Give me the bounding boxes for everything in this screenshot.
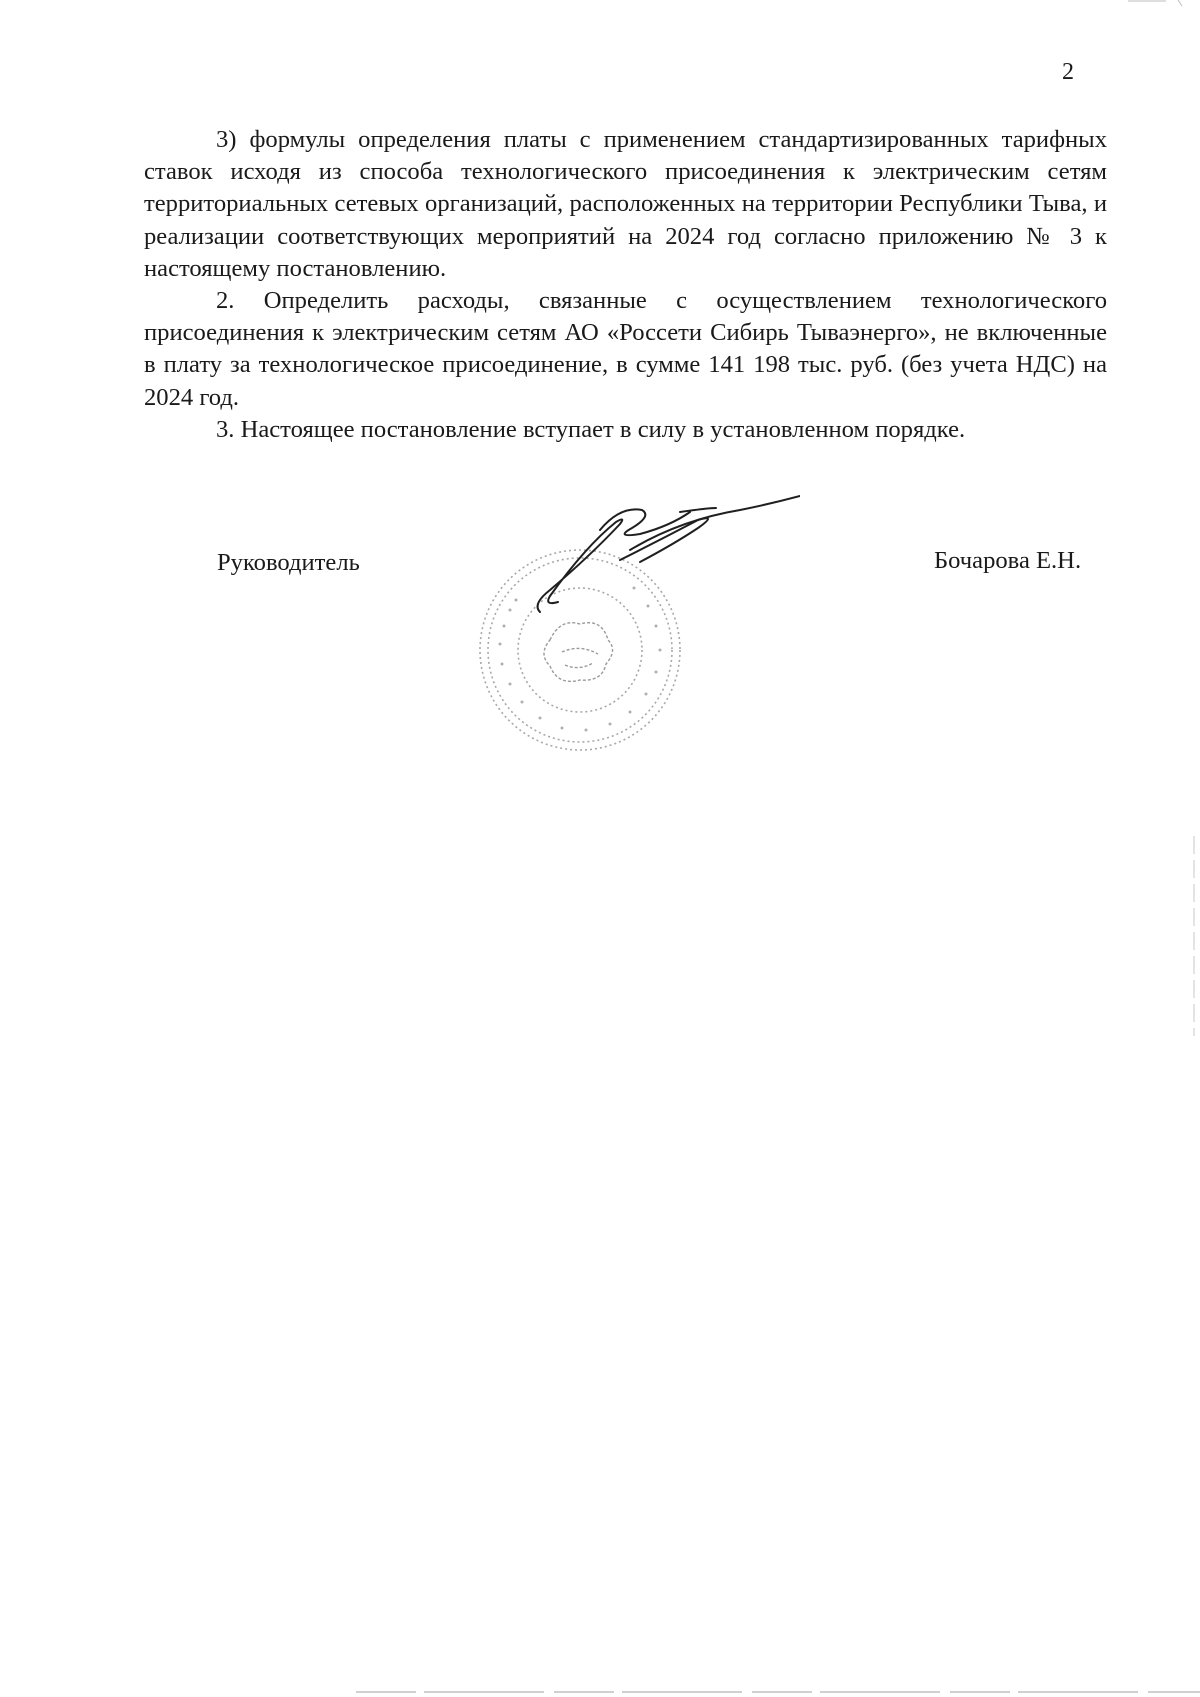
scan-edge-artifact — [1193, 836, 1195, 1036]
signatory-role: Руководитель — [217, 549, 360, 576]
page-number: 2 — [1062, 59, 1074, 85]
signatory-name: Бочарова Е.Н. — [934, 547, 1082, 574]
handwritten-signature — [520, 490, 800, 630]
paragraph-item-3-formulas: 3) формулы определения платы с применением стандартизированных тарифных ставок исходя из способа технологического присоединения к электрическим сетям территориальных сетевых организаций, расположенных на территории Республики Тыва, и реализации соответствующих мероприятий на 2024 год согласно приложению № 3 к настоящему постановлению. — [144, 126, 1107, 282]
scan-edge-artifact — [356, 1690, 1200, 1694]
scan-edge-artifact — [1128, 0, 1188, 8]
paragraph-item-3-effective: 3. Настоящее постановление вступает в силу в установленном порядке. — [216, 415, 966, 443]
paragraph-item-2-expenses: 2. Определить расходы, связанные с осуществлением технологического присоединения к электрическим сетям АО «Россети Сибирь Тываэнерго», не включенные в плату за технологическое присоединение, в сумме 141 198 тыс. руб. (без учета НДС) на 2024 год. — [144, 287, 1107, 411]
